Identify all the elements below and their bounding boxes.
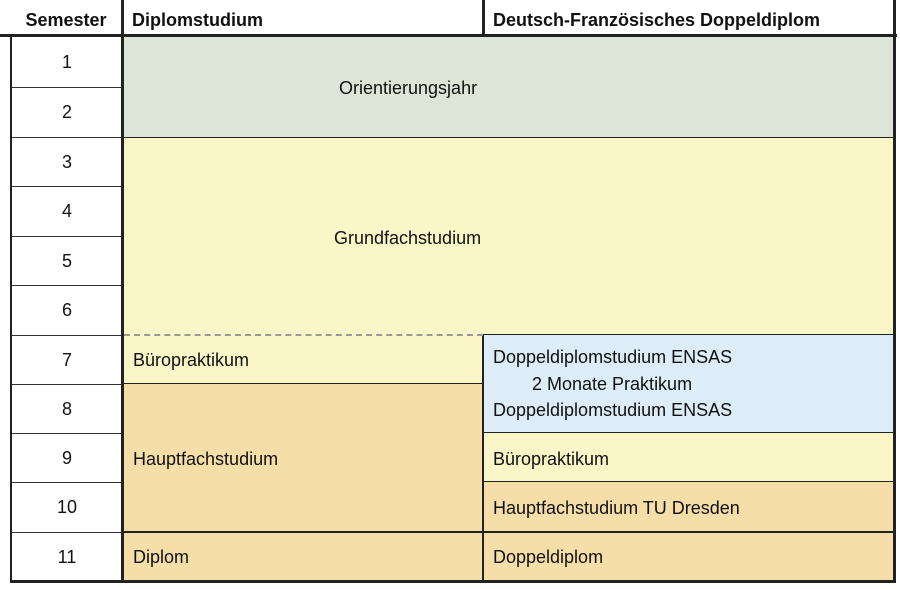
track-column-divider: [482, 335, 484, 583]
diplom-hauptfachstudium-label: Hauptfachstudium: [133, 448, 279, 469]
orientierungsjahr-label: Orientierungsjahr: [339, 77, 478, 98]
header-semester: Semester: [25, 9, 107, 30]
semester-number: 10: [56, 497, 78, 517]
header-column-divider: [482, 0, 485, 37]
doppel-ensas-buero-divider: [483, 432, 894, 433]
semester-row-line: [12, 137, 121, 138]
semester-row-line: [12, 532, 121, 533]
semester-row-line: [12, 186, 121, 187]
semester-row-line: [12, 433, 121, 434]
diplom-bueropraktikum-label: Büropraktikum: [133, 349, 250, 370]
orientierungsjahr-block: [124, 37, 894, 137]
doppel-praktikum-label: 2 Monate Praktikum: [532, 373, 693, 394]
semester-row-line: [12, 384, 121, 385]
semester-row-line: [12, 335, 121, 336]
semester-number: 2: [61, 102, 72, 122]
doppel-ensas-label-1: Doppeldiplomstudium ENSAS: [493, 346, 733, 367]
grundfach-doppel-divider: [483, 334, 894, 335]
header-diplomstudium: Diplomstudium: [132, 9, 263, 30]
header-doppeldiplom: Deutsch-Französisches Doppeldiplom: [493, 9, 821, 30]
doppel-abschluss-label: Doppeldiplom: [493, 546, 604, 567]
semester-number: 3: [61, 152, 72, 172]
doppel-haupt-abschluss-divider: [483, 531, 894, 533]
diplom-abschluss-label: Diplom: [133, 546, 190, 567]
diplom-haupt-abschluss-divider: [124, 531, 483, 533]
semester-row-line: [12, 87, 121, 88]
bottom-border: [10, 580, 896, 583]
semester-number: 6: [61, 300, 72, 320]
semester-number: 7: [61, 349, 72, 370]
semester-number: 9: [61, 447, 72, 468]
grundfachstudium-label: Grundfachstudium: [334, 227, 482, 248]
semester-row-line: [12, 236, 121, 237]
semester-column-divider: [121, 0, 124, 583]
doppel-bueropraktikum-label: Büropraktikum: [493, 448, 610, 469]
header-divider: [0, 34, 897, 37]
doppel-hauptfachstudium-label: Hauptfachstudium TU Dresden: [493, 497, 740, 518]
semester-number: 5: [61, 251, 72, 271]
diplom-buero-haupt-divider: [124, 383, 483, 384]
semester-row-line: [12, 482, 121, 483]
semester-number: 11: [57, 546, 77, 567]
right-border: [893, 0, 896, 583]
doppel-ensas-label-2: Doppeldiplomstudium ENSAS: [493, 399, 733, 420]
semester-left-border: [10, 35, 12, 583]
semester-number: 4: [61, 201, 72, 221]
grundfachstudium-block: [124, 137, 894, 335]
semester-row-line: [12, 285, 121, 286]
doppel-buero-haupt-divider: [483, 481, 894, 482]
semester-number: 8: [61, 398, 72, 419]
semester-number: 1: [61, 52, 72, 72]
orientierung-grundfach-divider: [124, 137, 894, 138]
grundfach-dashed-divider: [124, 334, 483, 336]
